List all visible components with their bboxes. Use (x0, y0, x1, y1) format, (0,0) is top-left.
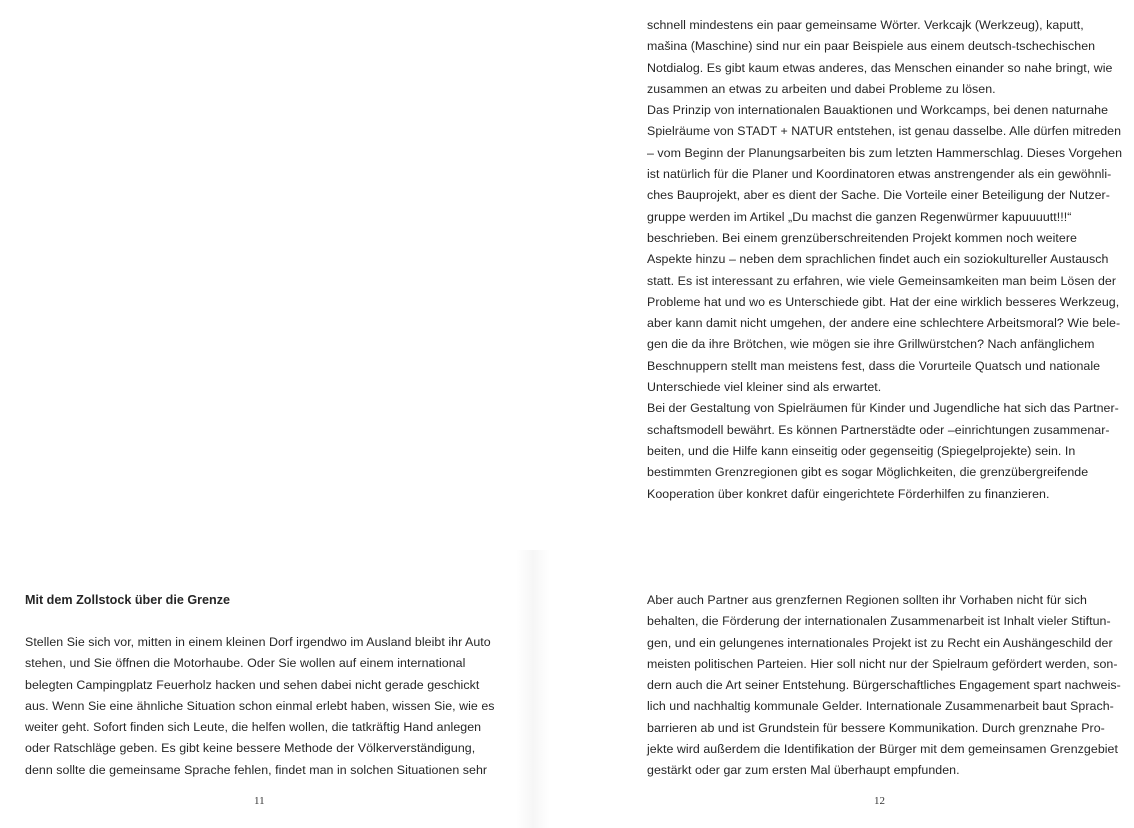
text-line: aus. Wenn Sie eine ähnliche Situation schon einmal erlebt haben, wissen Sie, wie es (25, 698, 495, 713)
text-line: dern auch die Art seiner Entstehung. Bürgerschaftliches Engagement spart nachweis- (647, 678, 1121, 693)
text-line: ist natürlich für die Planer und Koordinatoren etwas anstrengender als ein gewöhnli- (647, 167, 1112, 182)
text-line: lich und nachhaltig kommunale Gelder. Internationale Zusammenarbeit baut Sprach- (647, 699, 1114, 714)
text-line: behalten, die Förderung der internationalen Zusammenarbeit ist Inhalt vieler Stiftun- (647, 614, 1111, 629)
text-line: Beschnuppern stellt man meistens fest, dass die Vorurteile Quatsch und nationale (647, 358, 1101, 373)
text-line: denn sollte die gemeinsame Sprache fehlen, findet man in solchen Situationen sehr (25, 762, 488, 777)
page-number-right: 12 (874, 795, 885, 807)
text-line: Spielräume von STADT + NATUR entstehen, ist genau dasselbe. Alle dürfen mitreden (647, 124, 1122, 139)
text-line: gestärkt oder gar zum ersten Mal überhaupt empfunden. (647, 763, 960, 778)
text-line: Stellen Sie sich vor, mitten in einem kleinen Dorf irgendwo im Ausland bleibt ihr Auto (25, 635, 491, 649)
text-line: gen, und ein gelungenes internationales Projekt ist zu Recht ein Aushängeschild der (647, 635, 1113, 650)
page-number-left: 11 (254, 795, 265, 807)
text-line: beschrieben. Bei einem grenzüberschreitenden Projekt kommen noch weitere (647, 230, 1077, 245)
text-line: gruppe werden im Artikel „Du machst die ganzen Regenwürmer kapuuuutt!!!“ (647, 209, 1072, 224)
text-line: barrieren ab und ist Grundstein für bessere Kommunikation. Durch grenznahe Pro- (647, 720, 1105, 735)
text-line: stehen, und Sie öffnen die Motorhaube. Oder Sie wollen auf einem international (25, 656, 466, 671)
page-right (567, 0, 1134, 828)
text-line: aber kann damit nicht umgehen, der andere eine schlechtere Arbeitsmoral? Wie bele- (647, 316, 1121, 331)
text-line: statt. Es ist interessant zu erfahren, wie viele Gemeinsamkeiten man beim Lösen der (647, 273, 1117, 288)
text-line: ches Bauprojekt, aber es dient der Sache. Die Vorteile einer Beteiligung der Nutzer- (647, 188, 1110, 203)
text-line: Bei der Gestaltung von Spielräumen für Kinder und Jugendliche hat sich das Partner- (647, 401, 1119, 416)
text-line: oder Ratschläge geben. Es gibt keine bessere Methode der Völkerverständigung, (25, 741, 476, 756)
text-line: bestimmten Grenzregionen gibt es sogar Möglichkeiten, die grenzübergreifende (647, 465, 1089, 480)
text-line: gen die da ihre Brötchen, wie mögen sie ihre Grillwürstchen? Nach anfänglichem (647, 337, 1095, 352)
right-top-text (647, 15, 1122, 505)
text-line: weiter geht. Sofort finden sich Leute, die helfen wollen, die tatkräftig Hand anlegen (25, 720, 482, 735)
left-body-text (25, 632, 495, 781)
text-line: schaftsmodell bewährt. Es können Partnerstädte oder –einrichtungen zusammenar- (647, 422, 1110, 437)
text-line: Aber auch Partner aus grenzfernen Regionen sollten ihr Vorhaben nicht für sich (647, 593, 1087, 607)
text-line: zusammen an etwas zu arbeiten und dabei Probleme zu lösen. (647, 81, 996, 96)
section-heading: Mit dem Zollstock über die Grenze (25, 593, 231, 607)
text-line: Unterschiede viel kleiner sind als erwartet. (647, 380, 882, 395)
text-line: beiten, und die Hilfe kann einseitig oder gegenseitig (Spiegelprojekte) sein. In (647, 443, 1076, 458)
text-line: Notdialog. Es gibt kaum etwas anderes, das Menschen einander so nahe bringt, wie (647, 60, 1113, 75)
text-line: meisten politischen Parteien. Hier soll nicht nur der Spielraum gefördert werden, son- (647, 656, 1118, 671)
text-line: Probleme hat und wo es Unterschiede gibt. Hat der eine wirklich besseres Werkzeug, (647, 294, 1120, 309)
text-line: belegten Campingplatz Feuerholz hacken und sehen dabei nicht gerade geschickt (25, 677, 480, 692)
text-line: jekte wird außerdem die Identifikation der Bürger mit dem gemeinsamen Grenzgebiet (647, 742, 1118, 757)
right-bottom-text (647, 590, 1121, 782)
text-line: mašina (Maschine) sind nur ein paar Beispiele aus einem deutsch-tschechischen (647, 39, 1096, 54)
text-line: Kooperation über konkret dafür eingerichtete Förderhilfen zu finanzieren. (647, 486, 1050, 501)
text-line: Aspekte hinzu – neben dem sprachlichen findet auch ein soziokultureller Austausch (647, 252, 1109, 267)
text-line: schnell mindestens ein paar gemeinsame Wörter. Verkcajk (Werkzeug), kaputt, (647, 18, 1084, 32)
text-line: – vom Beginn der Planungsarbeiten bis zum letzten Hammerschlag. Dieses Vorgehen (647, 145, 1123, 160)
text-line: Das Prinzip von internationalen Bauaktionen und Workcamps, bei denen naturnahe (647, 103, 1109, 118)
